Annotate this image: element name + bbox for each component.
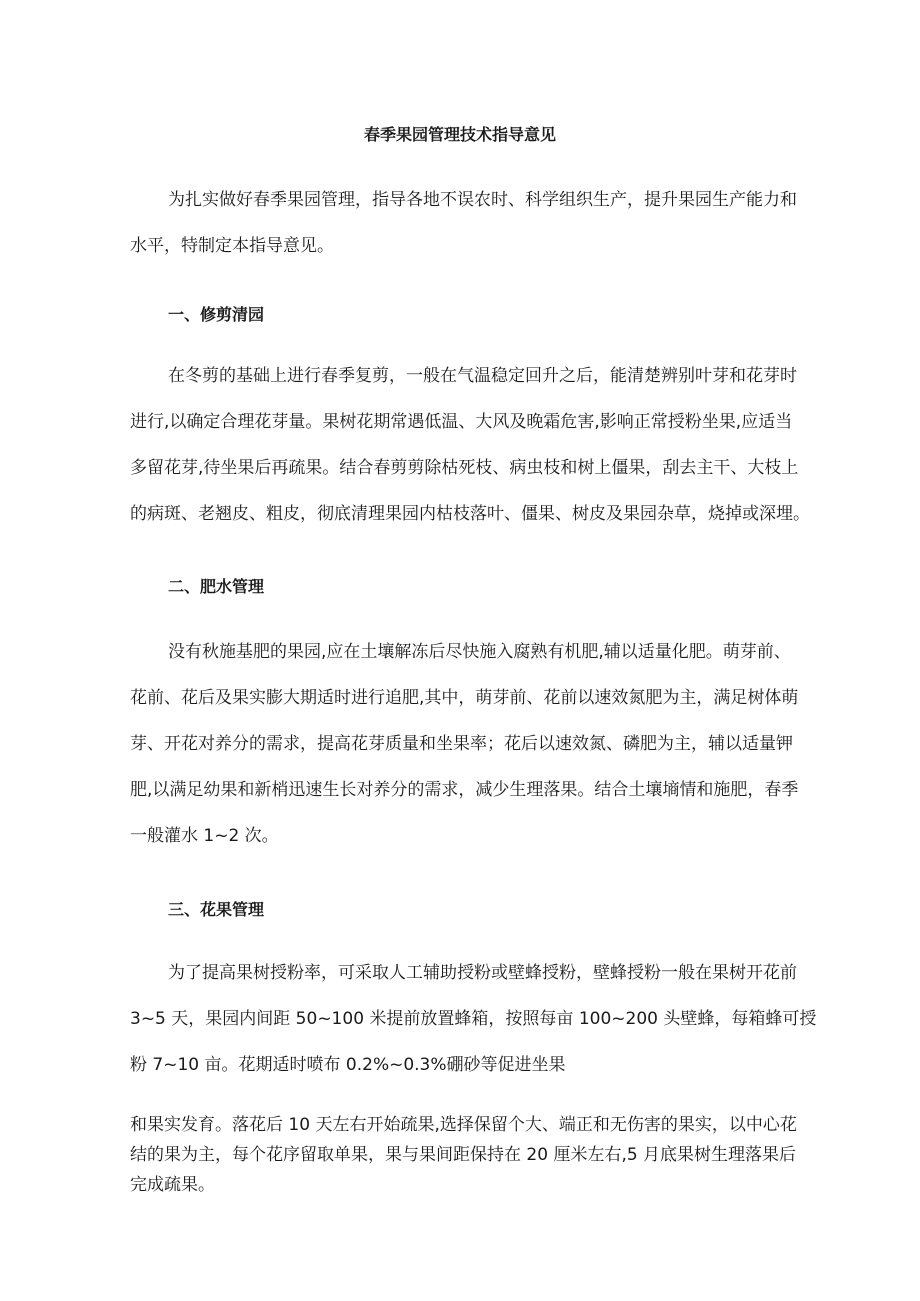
paragraph-line: 一般灌水 1~2 次。 — [130, 826, 279, 846]
paragraph-line: 的病斑、老翘皮、粗皮，彻底清理果园内枯枝落叶、僵果、树皮及果园杂草，烧掉或深埋。 — [130, 504, 810, 524]
paragraph-line: 花前、花后及果实膨大期适时进行追肥,其中，萌芽前、花前以速效氮肥为主，满足树体萌 — [130, 688, 799, 708]
section-heading-fertilizer: 二、肥水管理 — [168, 577, 265, 596]
paragraph-line: 在冬剪的基础上进行春季复剪，一般在气温稳定回升之后，能清楚辨别叶芽和花芽时 — [168, 366, 797, 386]
paragraph-line: 肥,以满足幼果和新梢迅速生长对养分的需求，减少生理落果。结合土壤墒情和施肥，春季 — [130, 780, 799, 800]
paragraph-line: 水平，特制定本指导意见。 — [130, 236, 334, 256]
section-paragraph-pruning — [130, 353, 810, 537]
paragraph-line: 和果实发育。落花后 10 天左右开始疏果,选择保留个大、端正和无伤害的果实，以中心花 — [130, 1115, 797, 1135]
paragraph-line: 为了提高果树授粉率，可采取人工辅助授粉或壁蜂授粉，壁蜂授粉一般在果树开花前 — [168, 963, 797, 983]
paragraph-line: 粉 7~10 亩。花期适时喷布 0.2%~0.3%硼砂等促进坐果 — [130, 1055, 566, 1075]
section-heading-flower-fruit: 三、花果管理 — [168, 900, 265, 919]
intro-paragraph — [130, 177, 810, 269]
section-paragraph-flower-fruit-continued — [130, 1110, 810, 1200]
paragraph-line: 3~5 天，果园内间距 50~100 米提前放置蜂箱，按照每亩 100~200 头壁蜂，每箱蜂可授 — [130, 1009, 817, 1029]
paragraph-line: 完成疏果。 — [130, 1175, 215, 1195]
paragraph-line: 进行,以确定合理花芽量。果树花期常遇低温、大风及晚霜危害,影响正常授粉坐果,应适当 — [130, 412, 793, 432]
paragraph-line: 没有秋施基肥的果园,应在土壤解冻后尽快施入腐熟有机肥,辅以适量化肥。萌芽前、 — [168, 642, 791, 662]
paragraph-line: 芽、开花对养分的需求，提高花芽质量和坐果率；花后以速效氮、磷肥为主，辅以适量钾 — [130, 734, 793, 754]
paragraph-line: 为扎实做好春季果园管理，指导各地不误农时、科学组织生产，提升果园生产能力和 — [168, 190, 797, 210]
paragraph-line: 多留花芽,待坐果后再疏果。结合春剪剪除枯死枝、病虫枝和树上僵果，刮去主干、大枝上 — [130, 458, 799, 478]
paragraph-line: 结的果为主，每个花序留取单果，果与果间距保持在 20 厘米左右,5 月底果树生理落果后 — [130, 1145, 797, 1165]
section-heading-pruning: 一、修剪清园 — [168, 305, 265, 324]
section-paragraph-flower-fruit — [130, 950, 817, 1088]
document-title: 春季果园管理技术指导意见 — [363, 125, 556, 144]
section-paragraph-fertilizer — [130, 629, 810, 859]
